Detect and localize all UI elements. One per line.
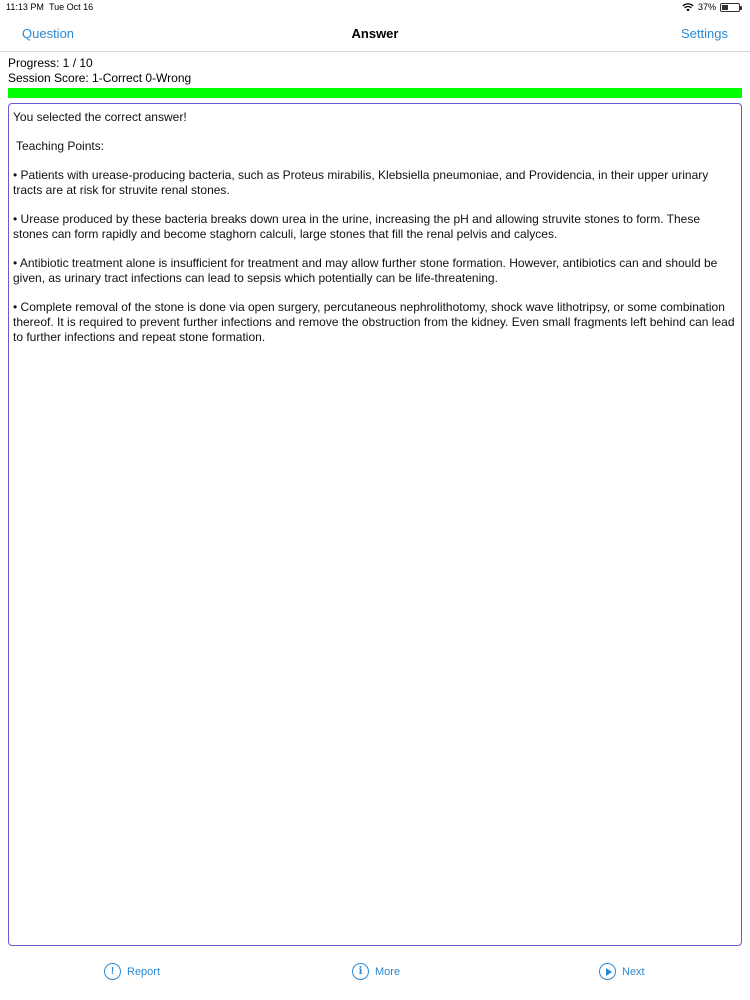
page-title: Answer <box>351 26 399 41</box>
progress-label: Progress: 1 / 10 <box>8 56 93 70</box>
status-right <box>682 2 740 12</box>
answer-result: You selected the correct answer! <box>13 110 187 124</box>
navigation-bar <box>0 16 750 52</box>
info-circle-icon: i <box>352 963 369 980</box>
more-label: More <box>375 965 401 978</box>
next-button[interactable] <box>599 963 645 980</box>
progress-bar <box>8 88 742 98</box>
progress-bar-fill <box>8 88 742 98</box>
wifi-icon <box>682 3 694 12</box>
teaching-point: • Urease produced by these bacteria breaks down urea in the urine, increasing the pH and allowing struvite stones to form. These stones can form rapidly and become staghorn calculi, large stones that fill the renal pelvis and calyces. <box>13 212 701 241</box>
exclamation-circle-icon: ! <box>104 963 121 980</box>
next-label: Next <box>622 965 645 978</box>
bottom-toolbar <box>0 950 750 1000</box>
battery-percent: 37% <box>697 2 716 12</box>
report-label: Report <box>127 965 161 978</box>
report-button[interactable] <box>104 963 160 980</box>
teaching-point: • Patients with urease-producing bacteria, such as Proteus mirabilis, Klebsiella pneumoniae, and Providencia, in their upper urinary tracts are at risk for struvite renal stones. <box>13 168 709 197</box>
settings-button[interactable]: Settings <box>681 26 728 41</box>
more-button[interactable] <box>352 963 400 980</box>
question-button[interactable]: Question <box>22 26 75 41</box>
teaching-point: • Complete removal of the stone is done via open surgery, percutaneous nephrolithotomy, shock wave lithotripsy, or some combination thereof. It is required to prevent further infections and remove the obstruction from the kidney. Even small fragments left behind can lead to further infections and repeat stone formation. <box>13 300 735 344</box>
answer-text-view[interactable] <box>8 103 742 946</box>
teaching-point: • Antibiotic treatment alone is insufficient for treatment and may allow further stone formation. However, antibiotics can and should be given, as urinary tract infections can lead to sepsis which potentially can be life-threatening. <box>13 256 718 285</box>
battery-icon <box>720 3 740 12</box>
play-circle-icon <box>599 963 616 980</box>
session-score-label: Session Score: 1-Correct 0-Wrong <box>8 71 192 85</box>
status-bar <box>0 0 750 16</box>
status-time: 11:13 PM <box>6 2 44 12</box>
teaching-points-header: Teaching Points: <box>16 139 105 153</box>
status-date: Tue Oct 16 <box>49 2 94 12</box>
